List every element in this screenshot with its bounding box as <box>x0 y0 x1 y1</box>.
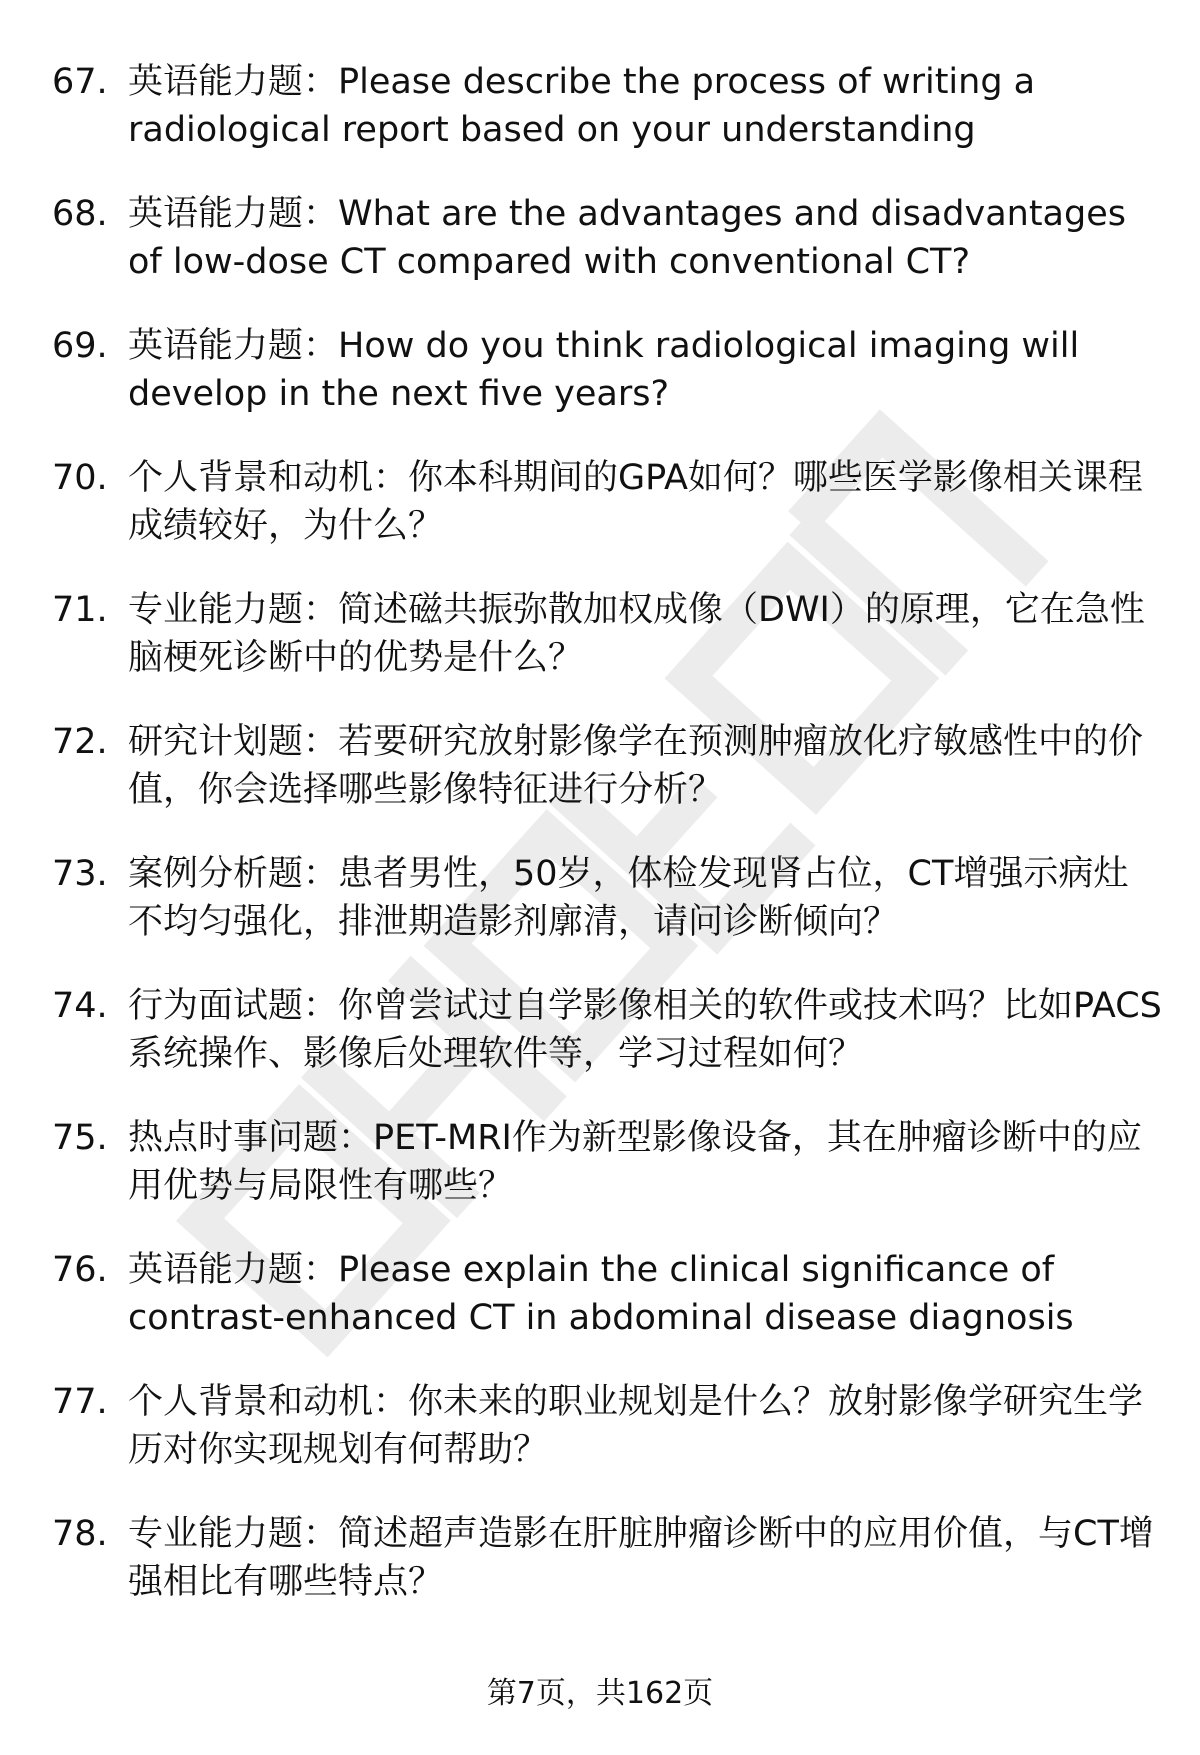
question-number: 75. <box>52 1118 108 1158</box>
question-number: 73. <box>52 854 108 894</box>
question-item-72 <box>52 718 1162 814</box>
question-item-75 <box>52 1114 1162 1210</box>
question-number: 74. <box>52 986 108 1026</box>
question-text: 热点时事问题：PET-MRI作为新型影像设备，其在肿瘤诊断中的应用优势与局限性有哪些？ <box>128 1118 1142 1206</box>
question-list <box>52 58 1162 1642</box>
question-item-68 <box>52 190 1162 286</box>
question-text: 个人背景和动机：你未来的职业规划是什么？放射影像学研究生学历对你实现规划有何帮助？ <box>128 1382 1144 1470</box>
question-number: 69. <box>52 326 108 366</box>
question-number: 71. <box>52 590 108 630</box>
question-item-78 <box>52 1510 1162 1606</box>
question-item-67 <box>52 58 1162 154</box>
question-item-69 <box>52 322 1162 418</box>
question-number: 68. <box>52 194 108 234</box>
question-number: 67. <box>52 62 108 102</box>
question-text: 行为面试题：你曾尝试过自学影像相关的软件或技术吗？比如PACS系统操作、影像后处理软件等，学习过程如何？ <box>128 986 1162 1074</box>
question-number: 78. <box>52 1514 108 1554</box>
question-item-77 <box>52 1378 1162 1474</box>
question-item-70 <box>52 454 1162 550</box>
question-number: 77. <box>52 1382 108 1422</box>
question-text: 英语能力题：What are the advantages and disadvantages of low-dose CT compared with conventional CT? <box>128 194 1126 282</box>
question-item-73 <box>52 850 1162 946</box>
question-item-74 <box>52 982 1162 1078</box>
page-number-label: 第7页，共162页 <box>486 1676 714 1711</box>
question-number: 70. <box>52 458 108 498</box>
question-number: 76. <box>52 1250 108 1290</box>
question-text: 英语能力题：How do you think radiological imaging will develop in the next five years? <box>128 326 1080 414</box>
question-text: 专业能力题：简述磁共振弥散加权成像（DWI）的原理，它在急性脑梗死诊断中的优势是什么？ <box>128 590 1145 678</box>
question-item-71 <box>52 586 1162 682</box>
question-number: 72. <box>52 722 108 762</box>
question-text: 英语能力题：Please describe the process of writing a radiological report based on your understanding <box>128 62 1036 150</box>
question-text: 个人背景和动机：你本科期间的GPA如何？哪些医学影像相关课程成绩较好，为什么？ <box>128 458 1143 546</box>
question-item-76 <box>52 1246 1162 1342</box>
question-text: 专业能力题：简述超声造影在肝脏肿瘤诊断中的应用价值，与CT增强相比有哪些特点？ <box>128 1514 1154 1602</box>
question-text: 研究计划题：若要研究放射影像学在预测肿瘤放化疗敏感性中的价值，你会选择哪些影像特征进行分析？ <box>128 722 1144 810</box>
question-text: 英语能力题：Please explain the clinical significance of contrast-enhanced CT in abdominal disease diagnosis <box>128 1250 1074 1338</box>
question-text: 案例分析题：患者男性，50岁，体检发现肾占位，CT增强示病灶不均匀强化，排泄期造影剂廓清，请问诊断倾向？ <box>128 854 1129 942</box>
page-footer <box>0 1674 1200 1714</box>
